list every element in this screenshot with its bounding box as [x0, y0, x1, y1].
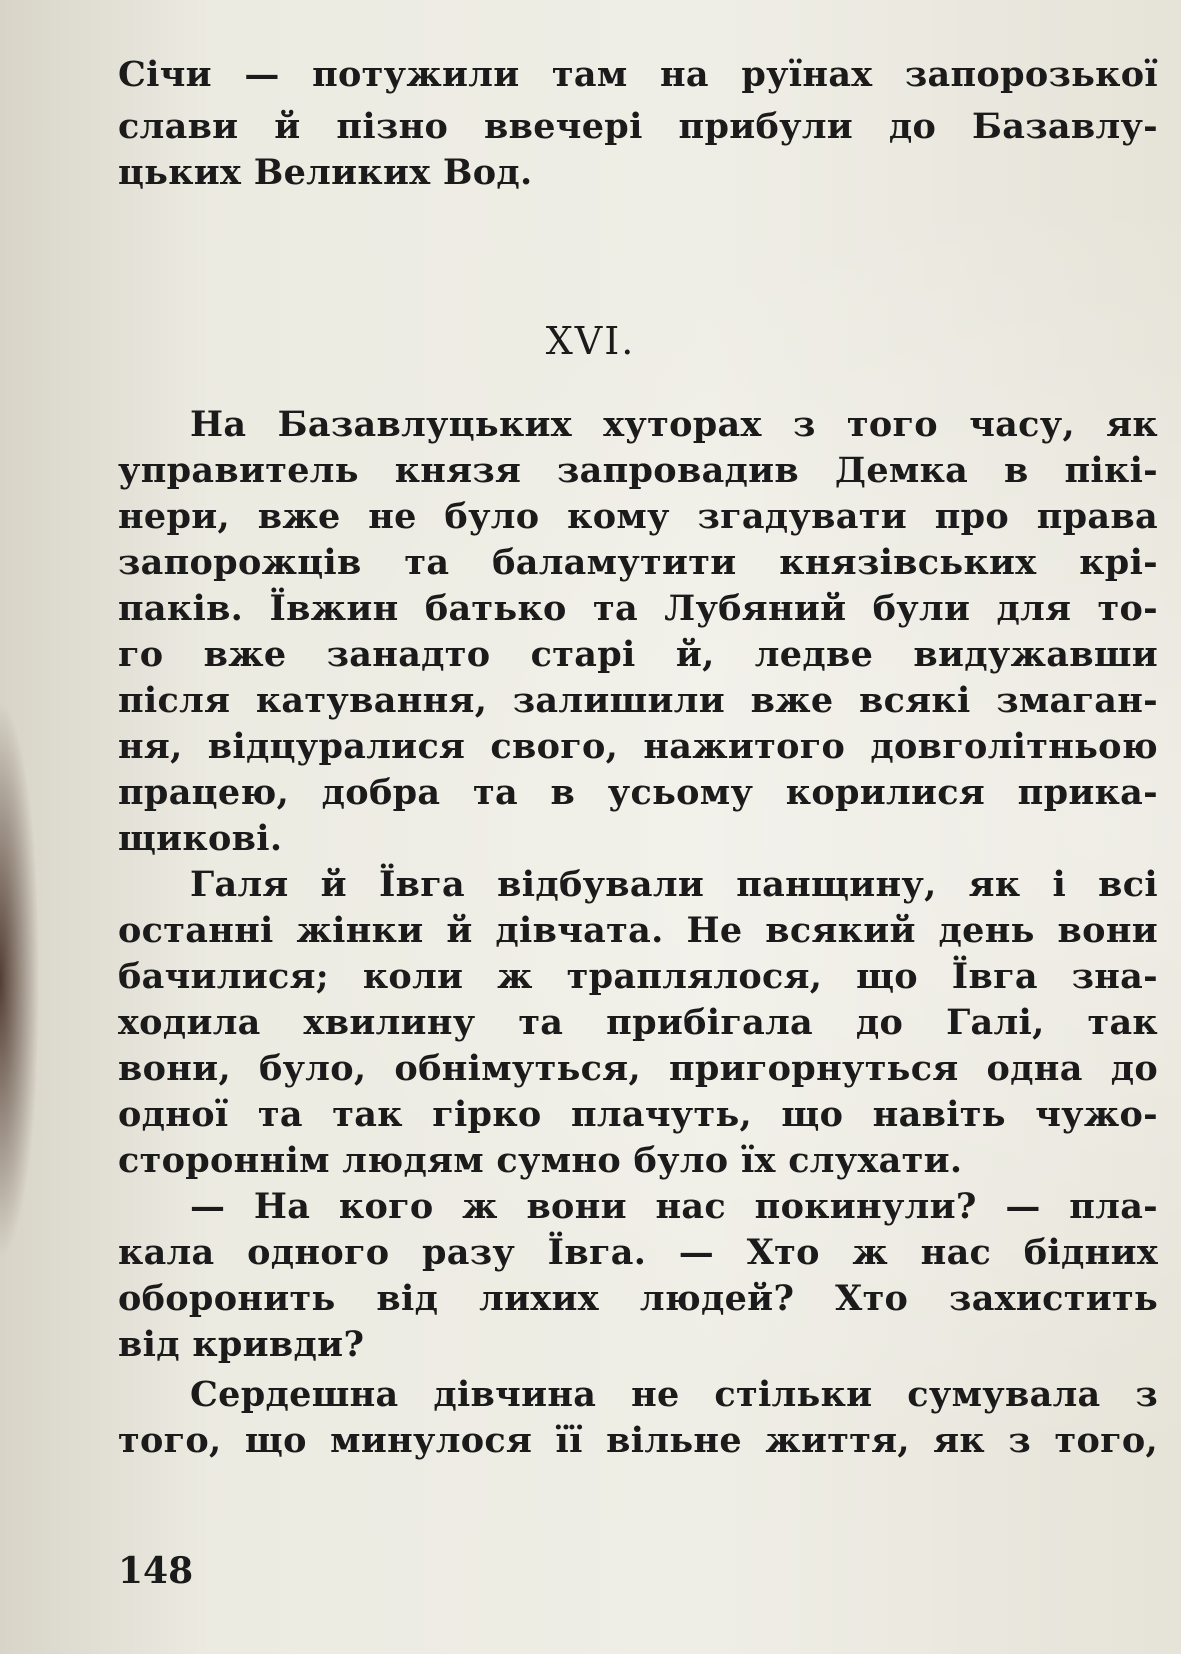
- text-line: працею, добра та в усьому корилися прика-: [118, 772, 1158, 813]
- text-line: Січи — потужили там на руїнах запорозької: [118, 54, 1158, 95]
- text-line: бачилися; коли ж траплялося, що Ївга зна-: [118, 956, 1158, 997]
- text-line: Галя й Ївга відбували панщину, як і всі: [190, 864, 1158, 905]
- text-line: ня, відцуралися свого, нажитого довголітньою: [118, 726, 1158, 767]
- text-line: цьких Великих Вод.: [118, 152, 533, 193]
- text-line: останні жінки й дівчата. Не всякий день вони: [118, 910, 1158, 951]
- text-line: го вже занадто старі й, ледве видужавши: [118, 634, 1158, 675]
- text-line: управитель князя запровадив Демка в пікі-: [118, 450, 1158, 491]
- text-line: того, що минулося її вільне життя, як з того,: [118, 1420, 1158, 1461]
- page-edge-shadow: [0, 700, 40, 1260]
- text-line: нери, вже не було кому згадувати про права: [118, 496, 1158, 537]
- text-line: Сердешна дівчина не стільки сумувала з: [190, 1374, 1158, 1415]
- page-number: 148: [118, 1550, 194, 1592]
- chapter-heading: XVI.: [545, 319, 636, 363]
- text-line: — На кого ж вони нас покинули? — пла-: [190, 1186, 1158, 1227]
- text-line: одної та так гірко плачуть, що навіть чужо-: [118, 1094, 1158, 1135]
- text-line: слави й пізно ввечері прибули до Базавлу-: [118, 106, 1158, 147]
- text-line: На Базавлуцьких хуторах з того часу, як: [190, 404, 1158, 445]
- text-line: стороннім людям сумно було їх слухати.: [118, 1140, 963, 1181]
- text-line: оборонить від лихих людей? Хто захистить: [118, 1278, 1158, 1319]
- text-line: після катування, залишили вже всякі змаган-: [118, 680, 1158, 721]
- text-line: паків. Ївжин батько та Лубяний були для то-: [118, 588, 1158, 629]
- text-line: кала одного разу Ївга. — Хто ж нас бідних: [118, 1232, 1158, 1273]
- text-line: щикові.: [118, 818, 283, 859]
- text-line: від кривди?: [118, 1324, 365, 1365]
- text-line: ходила хвилину та прибігала до Галі, так: [118, 1002, 1158, 1043]
- text-line: вони, було, обнімуться, пригорнуться одна до: [118, 1048, 1158, 1089]
- text-line: запорожців та баламутити князівських крі-: [118, 542, 1158, 583]
